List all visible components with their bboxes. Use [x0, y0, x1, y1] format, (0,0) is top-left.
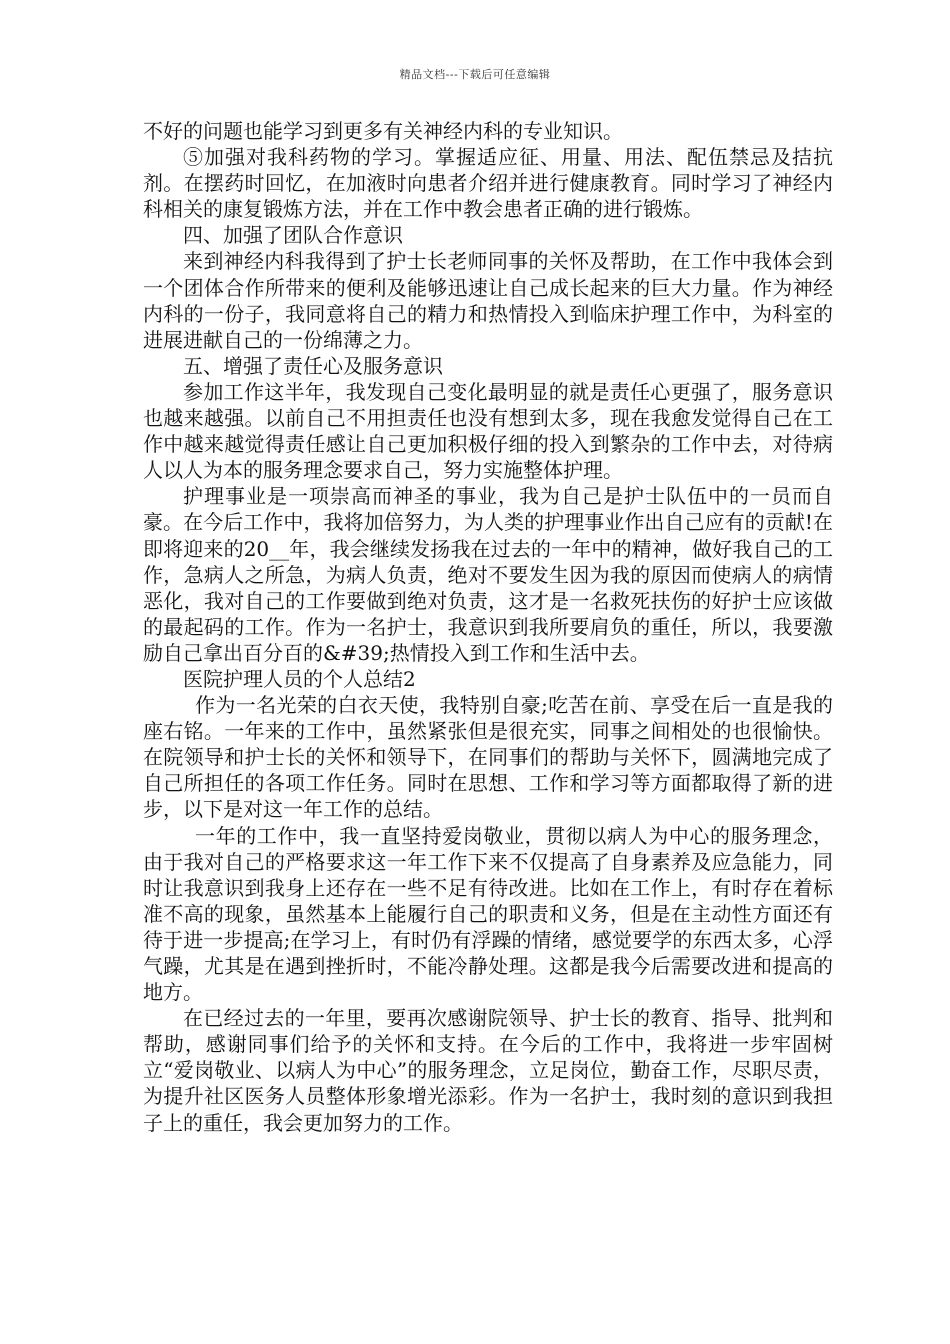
paragraph: 一年的工作中，我一直坚持爱岗敬业，贯彻以病人为中心的服务理念，由于我对自己的严格要求这一年工作下来不仅提高了自身素养及应急能力，同时让我意识到我身上还存在一些不足有待改进。比如在工作上，有时存在着标准不高的现象，虽然基本上能履行自己的职责和义务，但是在主动性方面还有待于进一步提高;在学习上，有时仍有浮躁的情绪，感觉要学的东西太多，心浮气躁，尤其是在遇到挫折时，不能冷静处理。这都是我今后需要改进和提高的地方。 [143, 823, 833, 1005]
paragraph: 不好的问题也能学习到更多有关神经内科的专业知识。 [143, 119, 623, 143]
section-heading: 四、加强了团队合作意识 [183, 223, 403, 248]
section-heading: 医院护理人员的个人总结2 [183, 666, 416, 691]
paragraph: 来到神经内科我得到了护士长老师同事的关怀及帮助，在工作中我体会到一个团体合作所带来的便利及能够迅速让自己成长起来的巨大力量。作为神经内科的一份子，我同意将自己的精力和热情投入到临床护理工作中，为科室的进展进献自己的一份绵薄之力。 [143, 249, 833, 352]
paragraph: ⑤加强对我科药物的学习。掌握适应征、用量、用法、配伍禁忌及拮抗剂。在摆药时回忆，在加液时向患者介绍并进行健康教育。同时学习了神经内科相关的康复锻炼方法，并在工作中教会患者正确的进行锻炼。 [143, 145, 833, 222]
paragraph: 参加工作这半年，我发现自己变化最明显的就是责任心更强了，服务意识也越来越强。以前自己不用担责任也没有想到太多，现在我愈发觉得自己在工作中越来越觉得责任感让自己更加积极仔细的投入到繁杂的工作中去，对待病人以人为本的服务理念要求自己，努力实施整体护理。 [143, 379, 833, 483]
paragraph: 在已经过去的一年里，要再次感谢院领导、护士长的教育、指导、批判和帮助，感谢同事们给予的关怀和支持。在今后的工作中，我将进一步牢固树立“爱岗敬业、以病人为中心”的服务理念，立足岗位，勤奋工作，尽职尽责，为提升社区医务人员整体形象增光添彩。作为一名护士，我时刻的意识到我担子上的重任，我会更加努力的工作。 [143, 1006, 833, 1135]
paragraph: 护理事业是一项崇高而神圣的事业，我为自己是护士队伍中的一员而自豪。在今后工作中，我将加倍努力，为人类的护理事业作出自己应有的贡献!在即将迎来的20__年，我会继续发扬我在过去的一年中的精神，做好我自己的工作，急病人之所急，为病人负责，绝对不要发生因为我的原因而使病人的病情恶化，我对自己的工作要做到绝对负责，这才是一名救死扶伤的好护士应该做的最起码的工作。作为一名护士，我意识到我所要肩负的重任，所以，我要激励自己拿出百分百的&#39;热情投入到工作和生活中去。 [143, 484, 833, 665]
paragraph: 作为一名光荣的白衣天使，我特别自豪;吃苦在前、享受在后一直是我的座右铭。一年来的工作中，虽然紧张但是很充实，同事之间相处的也很愉快。在院领导和护士长的关怀和领导下，在同事们的帮助与关怀下，圆满地完成了自己所担任的各项工作任务。同时在思想、工作和学习等方面都取得了新的进步，以下是对这一年工作的总结。 [143, 693, 833, 822]
section-heading: 五、增强了责任心及服务意识 [183, 353, 443, 378]
document-body [143, 118, 833, 1136]
page-header: 精品文档---下载后可任意编辑 [399, 68, 551, 81]
